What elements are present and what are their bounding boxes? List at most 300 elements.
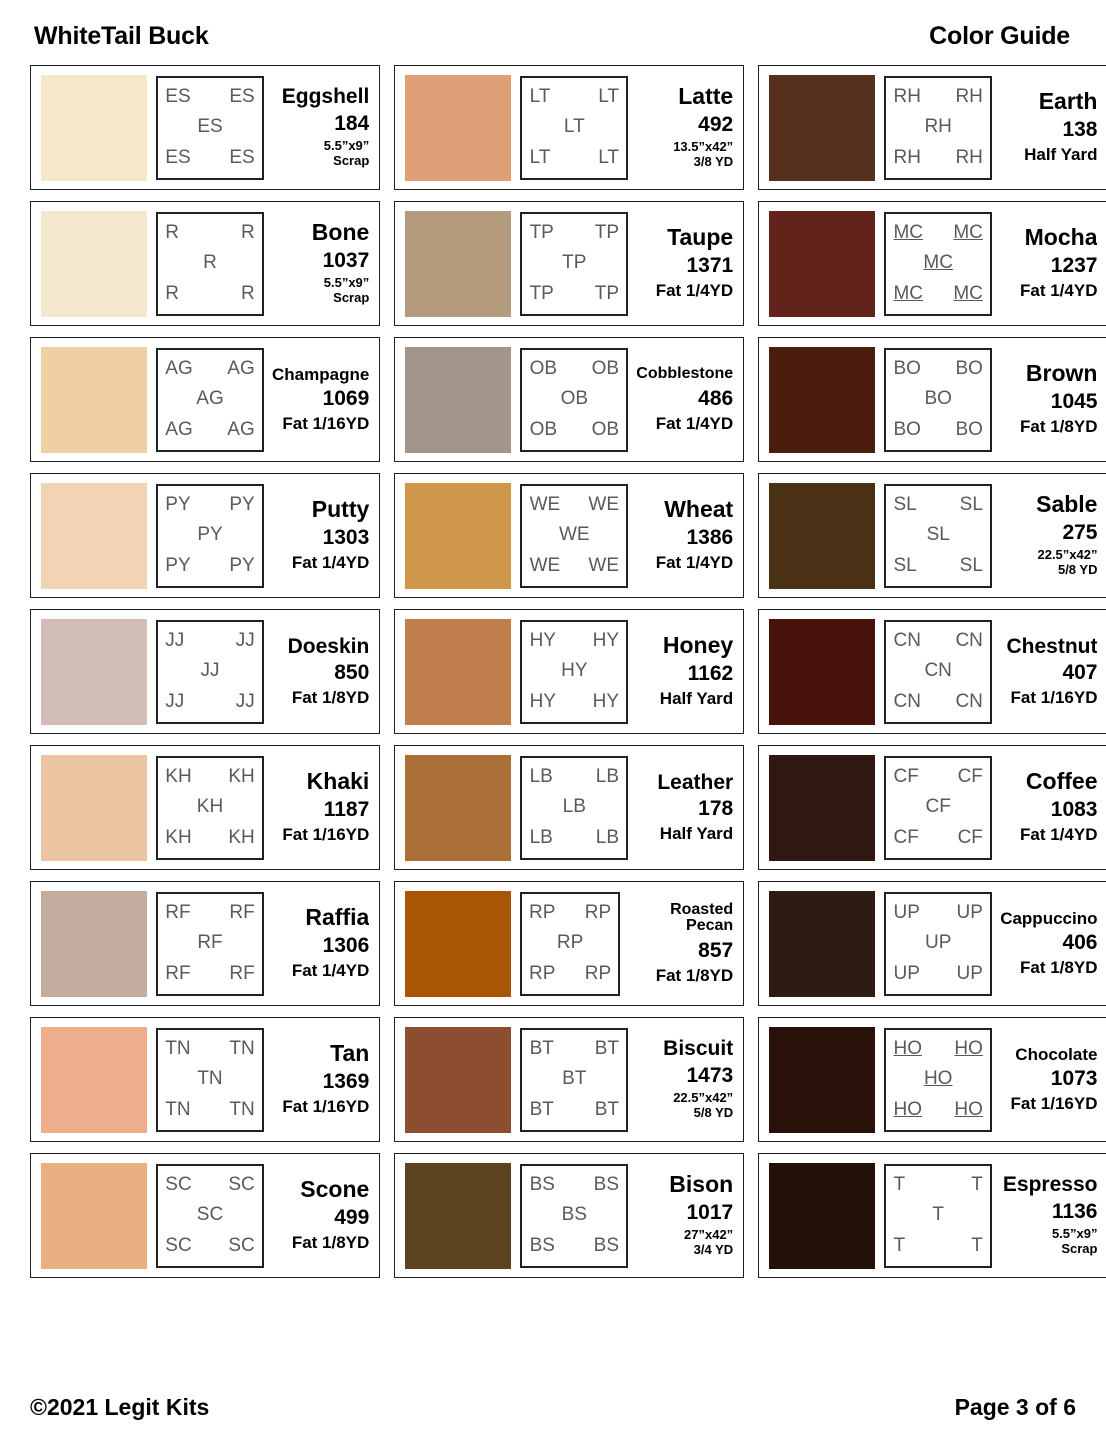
- color-swatch: [405, 1027, 511, 1133]
- fabric-code-box: [520, 76, 628, 180]
- fabric-code-row: [893, 86, 982, 108]
- fabric-code-row: [165, 691, 254, 713]
- fabric-code-row: [165, 1038, 254, 1060]
- fabric-code-row: [165, 116, 254, 138]
- fabric-code-row: [893, 283, 982, 305]
- fabric-code-label: LB: [562, 796, 586, 818]
- fabric-code-box: [884, 1028, 992, 1132]
- fabric-code-label: R: [203, 252, 217, 274]
- fabric-code-box: [884, 348, 992, 452]
- page-title: WhiteTail Buck: [34, 22, 209, 50]
- fabric-code-row: [530, 524, 619, 546]
- fabric-code-label: SL: [893, 493, 917, 515]
- fabric-code-row: [893, 1174, 982, 1196]
- swatch-info: [272, 1164, 369, 1268]
- fabric-code-label: CN: [893, 629, 921, 651]
- color-swatch: [41, 755, 147, 861]
- fabric-code-label: BS: [529, 1173, 555, 1195]
- color-swatch: [769, 891, 875, 997]
- fabric-code-row: [165, 660, 254, 682]
- fabric-code-box: [884, 212, 992, 316]
- fabric-code-row: [530, 147, 619, 169]
- fabric-code-label: SC: [165, 1173, 192, 1195]
- color-name: Latte: [678, 83, 734, 110]
- fabric-code-box: [156, 1028, 264, 1132]
- color-name: Biscuit: [663, 1037, 734, 1061]
- fabric-code-label: WE: [529, 555, 561, 577]
- fabric-swatch-card: [30, 473, 380, 598]
- fabric-code-label: LT: [529, 147, 551, 169]
- fabric-code-box: [156, 76, 264, 180]
- color-swatch: [769, 1163, 875, 1269]
- fabric-code-label: WE: [588, 555, 620, 577]
- color-swatch: [41, 1027, 147, 1133]
- fabric-code-label: KH: [165, 827, 192, 849]
- fabric-code-label: HO: [893, 1099, 922, 1121]
- fabric-code-label: OB: [591, 357, 620, 379]
- fabric-swatch-card: [394, 881, 744, 1006]
- fabric-code-label: WE: [558, 524, 590, 546]
- fabric-code-label: JJ: [235, 691, 255, 713]
- fabric-code-row: [893, 147, 982, 169]
- fabric-code-label: MC: [953, 283, 983, 305]
- fabric-code-row: [893, 796, 982, 818]
- fabric-size: Fat 1/8YD: [291, 688, 370, 708]
- fabric-code-label: WE: [529, 493, 561, 515]
- fabric-code-label: RP: [584, 963, 612, 985]
- swatch-info: [1000, 756, 1097, 860]
- fabric-code-label: BT: [529, 1037, 554, 1059]
- color-number: 406: [1062, 931, 1098, 955]
- fabric-code-row: [165, 252, 254, 274]
- fabric-swatch-card: [758, 609, 1106, 734]
- fabric-code-label: BS: [561, 1204, 587, 1226]
- color-number: 1386: [686, 526, 734, 550]
- fabric-code-label: KH: [196, 796, 224, 818]
- fabric-code-label: SL: [959, 555, 983, 577]
- fabric-size-line: 22.5”x42”: [1037, 547, 1098, 563]
- fabric-code-row: [893, 1204, 982, 1226]
- fabric-code-row: [893, 524, 982, 546]
- fabric-code-row: [165, 524, 254, 546]
- swatch-info: [272, 892, 369, 996]
- fabric-code-label: R: [165, 283, 180, 305]
- fabric-swatch-card: [394, 201, 744, 326]
- color-swatch: [41, 347, 147, 453]
- fabric-code-box: [884, 1164, 992, 1268]
- fabric-code-box: [520, 1028, 628, 1132]
- fabric-code-label: TN: [165, 1099, 191, 1121]
- fabric-code-row: [165, 796, 254, 818]
- swatch-info: [1000, 212, 1097, 316]
- fabric-code-label: RH: [893, 147, 921, 169]
- fabric-code-label: BT: [529, 1099, 554, 1121]
- swatch-info: [272, 212, 369, 316]
- swatch-info: [1000, 892, 1097, 996]
- fabric-code-box: [156, 756, 264, 860]
- color-swatch: [405, 891, 511, 997]
- fabric-code-label: RH: [893, 85, 921, 107]
- fabric-code-label: RH: [955, 85, 983, 107]
- fabric-code-row: [893, 827, 982, 849]
- color-swatch: [41, 619, 147, 725]
- fabric-code-row: [893, 358, 982, 380]
- fabric-size: [1037, 548, 1097, 578]
- fabric-size: Half Yard: [659, 689, 734, 709]
- fabric-swatch-card: [394, 745, 744, 870]
- color-name: Eggshell: [281, 85, 370, 109]
- fabric-code-label: JJ: [165, 629, 185, 651]
- color-swatch: [405, 755, 511, 861]
- fabric-size-line: 13.5”x42”: [673, 139, 734, 155]
- color-number: 1237: [1050, 254, 1098, 278]
- fabric-code-label: SC: [228, 1235, 255, 1257]
- fabric-swatch-card: [394, 473, 744, 598]
- fabric-code-row: [893, 1068, 982, 1090]
- color-number: 1069: [322, 387, 370, 411]
- fabric-code-label: RF: [197, 932, 223, 954]
- fabric-code-row: [893, 963, 982, 985]
- fabric-code-box: [520, 892, 620, 996]
- fabric-code-box: [520, 348, 628, 452]
- swatch-info: [636, 756, 733, 860]
- fabric-size: Fat 1/4YD: [655, 281, 734, 301]
- fabric-size: Fat 1/16YD: [282, 1097, 370, 1117]
- fabric-code-label: SC: [165, 1235, 192, 1257]
- fabric-swatch-card: [30, 65, 380, 190]
- fabric-code-row: [530, 222, 619, 244]
- fabric-swatch-card: [394, 65, 744, 190]
- color-swatch: [41, 211, 147, 317]
- fabric-code-label: CF: [925, 796, 951, 818]
- fabric-code-label: AG: [196, 388, 224, 410]
- fabric-code-row: [530, 1204, 619, 1226]
- fabric-code-label: WE: [588, 493, 620, 515]
- color-name: Raffia: [305, 904, 370, 931]
- color-swatch: [41, 483, 147, 589]
- fabric-code-row: [893, 1038, 982, 1060]
- color-number: 275: [1062, 520, 1098, 544]
- fabric-size-line: Scrap: [333, 152, 370, 168]
- fabric-code-row: [165, 1068, 254, 1090]
- fabric-code-label: SC: [196, 1204, 224, 1226]
- fabric-code-label: HY: [592, 629, 620, 651]
- color-name: Chocolate: [1015, 1044, 1098, 1064]
- fabric-size: Fat 1/4YD: [291, 553, 370, 573]
- fabric-code-label: CN: [955, 691, 983, 713]
- fabric-code-label: TN: [165, 1037, 191, 1059]
- fabric-code-label: RP: [528, 901, 556, 923]
- fabric-size: Fat 1/8YD: [291, 1233, 370, 1253]
- fabric-code-row: [530, 1235, 619, 1257]
- fabric-size: Fat 1/16YD: [282, 414, 370, 434]
- color-name: Bone: [311, 219, 370, 246]
- swatch-info: [272, 756, 369, 860]
- fabric-swatch-card: [394, 609, 744, 734]
- fabric-code-box: [156, 620, 264, 724]
- color-name: Leather: [657, 770, 734, 794]
- color-name: Mocha: [1024, 224, 1098, 251]
- fabric-size: [324, 276, 370, 306]
- fabric-code-row: [530, 419, 619, 441]
- fabric-code-label: PY: [165, 555, 191, 577]
- fabric-size: [324, 139, 370, 169]
- fabric-code-label: HO: [923, 1068, 953, 1090]
- fabric-code-label: HY: [592, 691, 620, 713]
- color-swatch: [41, 891, 147, 997]
- fabric-code-label: SL: [959, 493, 983, 515]
- fabric-code-box: [156, 1164, 264, 1268]
- fabric-swatch-card: [758, 201, 1106, 326]
- fabric-code-row: [165, 555, 254, 577]
- color-name: Coffee: [1025, 768, 1098, 795]
- fabric-code-label: CN: [893, 691, 921, 713]
- color-name: Bison: [669, 1171, 734, 1198]
- fabric-size: Half Yard: [659, 824, 734, 844]
- fabric-code-label: BS: [529, 1235, 555, 1257]
- fabric-swatch-card: [758, 881, 1106, 1006]
- fabric-size-line: 27”x42”: [684, 1227, 734, 1243]
- fabric-code-label: SL: [926, 524, 950, 546]
- color-number: 178: [698, 797, 734, 821]
- fabric-code-label: CN: [924, 660, 952, 682]
- color-swatch: [405, 347, 511, 453]
- fabric-code-row: [893, 902, 982, 924]
- fabric-code-label: BO: [955, 419, 983, 441]
- fabric-swatch-card: [758, 1017, 1106, 1142]
- swatch-info: [636, 212, 733, 316]
- fabric-code-row: [165, 827, 254, 849]
- swatch-info: [1000, 484, 1097, 588]
- fabric-code-label: RP: [528, 963, 556, 985]
- fabric-swatch-card: [758, 65, 1106, 190]
- color-name: Putty: [311, 496, 370, 523]
- fabric-code-box: [520, 212, 628, 316]
- color-number: 1017: [686, 1200, 734, 1224]
- fabric-code-label: KH: [228, 827, 255, 849]
- fabric-code-label: CF: [893, 765, 919, 787]
- fabric-code-label: CF: [957, 827, 983, 849]
- color-number: 1136: [1051, 1199, 1098, 1223]
- fabric-code-label: AG: [165, 419, 193, 441]
- fabric-code-row: [530, 660, 619, 682]
- color-swatch: [405, 483, 511, 589]
- color-name: Wheat: [664, 496, 734, 523]
- page-header: [30, 22, 1076, 51]
- fabric-code-row: [165, 1235, 254, 1257]
- fabric-code-label: R: [240, 283, 255, 305]
- fabric-swatch-card: [758, 745, 1106, 870]
- fabric-code-row: [165, 419, 254, 441]
- swatch-info: [636, 348, 733, 452]
- fabric-size: Fat 1/4YD: [291, 961, 370, 981]
- fabric-swatch-card: [30, 881, 380, 1006]
- fabric-code-label: TP: [594, 283, 620, 305]
- fabric-code-label: PY: [229, 555, 255, 577]
- fabric-size: [1052, 1227, 1098, 1257]
- color-swatch: [405, 211, 511, 317]
- fabric-code-row: [530, 388, 619, 410]
- fabric-code-label: TP: [529, 221, 554, 243]
- fabric-code-label: R: [240, 221, 255, 243]
- fabric-code-label: TP: [529, 283, 554, 305]
- fabric-code-label: RP: [556, 932, 584, 954]
- fabric-code-label: LB: [595, 765, 620, 787]
- fabric-code-label: SC: [228, 1173, 255, 1195]
- fabric-swatch-card: [30, 1153, 380, 1278]
- swatch-info: [636, 620, 733, 724]
- page-subtitle: Color Guide: [929, 22, 1070, 50]
- fabric-code-label: TN: [229, 1099, 255, 1121]
- color-swatch: [405, 619, 511, 725]
- fabric-code-row: [893, 419, 982, 441]
- fabric-code-label: UP: [956, 901, 983, 923]
- fabric-code-row: [893, 660, 982, 682]
- fabric-size-line: 3/4 YD: [693, 1242, 734, 1257]
- fabric-code-label: ES: [165, 147, 191, 169]
- color-name: Sable: [1036, 491, 1098, 518]
- swatch-info: [636, 484, 733, 588]
- fabric-size: Fat 1/4YD: [655, 413, 734, 433]
- color-name: Honey: [662, 632, 734, 659]
- color-name: Taupe: [667, 224, 734, 251]
- fabric-code-label: MC: [893, 221, 924, 243]
- color-name: Espresso: [1002, 1173, 1098, 1197]
- fabric-code-row: [165, 963, 254, 985]
- fabric-code-label: AG: [227, 357, 255, 379]
- color-number: 850: [334, 661, 370, 685]
- fabric-code-label: TN: [197, 1068, 223, 1090]
- fabric-code-box: [884, 892, 992, 996]
- fabric-code-row: [893, 766, 982, 788]
- color-number: 1162: [687, 662, 734, 686]
- fabric-code-label: BS: [593, 1173, 620, 1195]
- fabric-code-row: [893, 1235, 982, 1257]
- swatch-grid: [30, 65, 1098, 1278]
- fabric-size: [684, 1228, 733, 1258]
- page-footer: [30, 1394, 1076, 1421]
- fabric-swatch-card: [758, 337, 1106, 462]
- fabric-code-label: KH: [165, 765, 192, 787]
- fabric-code-row: [165, 283, 254, 305]
- fabric-code-row: [530, 766, 619, 788]
- fabric-code-row: [530, 494, 619, 516]
- swatch-info: [636, 1164, 733, 1268]
- fabric-code-label: OB: [560, 388, 589, 410]
- swatch-info: [1000, 620, 1097, 724]
- fabric-code-label: RH: [924, 116, 952, 138]
- fabric-swatch-card: [30, 337, 380, 462]
- color-number: 486: [698, 386, 734, 410]
- fabric-code-row: [530, 86, 619, 108]
- fabric-code-label: LB: [595, 827, 620, 849]
- fabric-code-row: [530, 1038, 619, 1060]
- fabric-code-label: BT: [594, 1099, 620, 1121]
- fabric-size-line: 5/8 YD: [1057, 562, 1098, 577]
- color-swatch: [769, 75, 875, 181]
- fabric-code-label: CF: [957, 765, 983, 787]
- fabric-size-line: Scrap: [1061, 1240, 1098, 1256]
- fabric-code-label: ES: [229, 147, 255, 169]
- color-swatch: [405, 75, 511, 181]
- fabric-code-row: [893, 222, 982, 244]
- color-number: 1371: [686, 254, 734, 278]
- swatch-info: [272, 348, 369, 452]
- fabric-code-row: [530, 1174, 619, 1196]
- fabric-size-line: Scrap: [333, 290, 370, 305]
- fabric-size: [673, 1091, 733, 1121]
- fabric-code-row: [893, 1099, 982, 1121]
- color-name: Roasted Pecan: [670, 900, 734, 935]
- color-number: 492: [698, 112, 734, 136]
- fabric-code-label: OB: [529, 357, 558, 379]
- fabric-code-label: CN: [955, 629, 983, 651]
- fabric-code-box: [156, 212, 264, 316]
- fabric-size-line: 5.5”x9”: [323, 138, 370, 154]
- fabric-code-row: [530, 796, 619, 818]
- fabric-code-row: [530, 691, 619, 713]
- fabric-code-label: TP: [562, 252, 587, 274]
- fabric-code-label: JJ: [200, 660, 220, 682]
- fabric-code-label: HO: [954, 1037, 983, 1059]
- swatch-info: [272, 620, 369, 724]
- fabric-size: Fat 1/8YD: [655, 966, 734, 986]
- fabric-code-label: OB: [591, 419, 620, 441]
- fabric-size: Fat 1/8YD: [1020, 417, 1098, 437]
- fabric-code-label: BO: [893, 419, 921, 441]
- swatch-info: [272, 1028, 369, 1132]
- fabric-code-row: [530, 116, 619, 138]
- fabric-code-box: [884, 76, 992, 180]
- color-swatch: [769, 347, 875, 453]
- swatch-info: [1000, 348, 1097, 452]
- color-number: 407: [1062, 661, 1098, 685]
- fabric-code-row: [165, 1204, 254, 1226]
- fabric-code-label: R: [165, 221, 180, 243]
- fabric-code-label: AG: [165, 357, 193, 379]
- fabric-code-label: BO: [924, 388, 952, 410]
- fabric-code-row: [165, 932, 254, 954]
- swatch-info: [636, 76, 733, 180]
- fabric-code-row: [530, 827, 619, 849]
- fabric-code-label: RF: [229, 901, 255, 923]
- fabric-code-label: BT: [562, 1068, 587, 1090]
- fabric-code-box: [884, 756, 992, 860]
- color-number: 857: [698, 939, 734, 963]
- fabric-code-row: [165, 86, 254, 108]
- fabric-code-label: UP: [893, 963, 920, 985]
- fabric-size-line: 3/8 YD: [693, 154, 734, 169]
- fabric-code-label: HY: [529, 691, 556, 713]
- page-number: Page 3 of 6: [954, 1394, 1076, 1420]
- fabric-swatch-card: [758, 1153, 1106, 1278]
- fabric-code-row: [165, 630, 254, 652]
- color-swatch: [41, 1163, 147, 1269]
- fabric-code-box: [520, 620, 628, 724]
- fabric-code-row: [165, 388, 254, 410]
- fabric-code-label: BO: [893, 357, 921, 379]
- fabric-code-label: RP: [584, 901, 612, 923]
- fabric-code-row: [530, 358, 619, 380]
- color-name: Brown: [1025, 360, 1098, 387]
- fabric-code-label: BS: [593, 1235, 620, 1257]
- fabric-code-label: HY: [561, 660, 588, 682]
- fabric-code-label: HO: [954, 1099, 983, 1121]
- fabric-code-label: T: [971, 1235, 983, 1257]
- fabric-code-box: [156, 484, 264, 588]
- fabric-code-row: [530, 555, 619, 577]
- fabric-code-row: [893, 932, 982, 954]
